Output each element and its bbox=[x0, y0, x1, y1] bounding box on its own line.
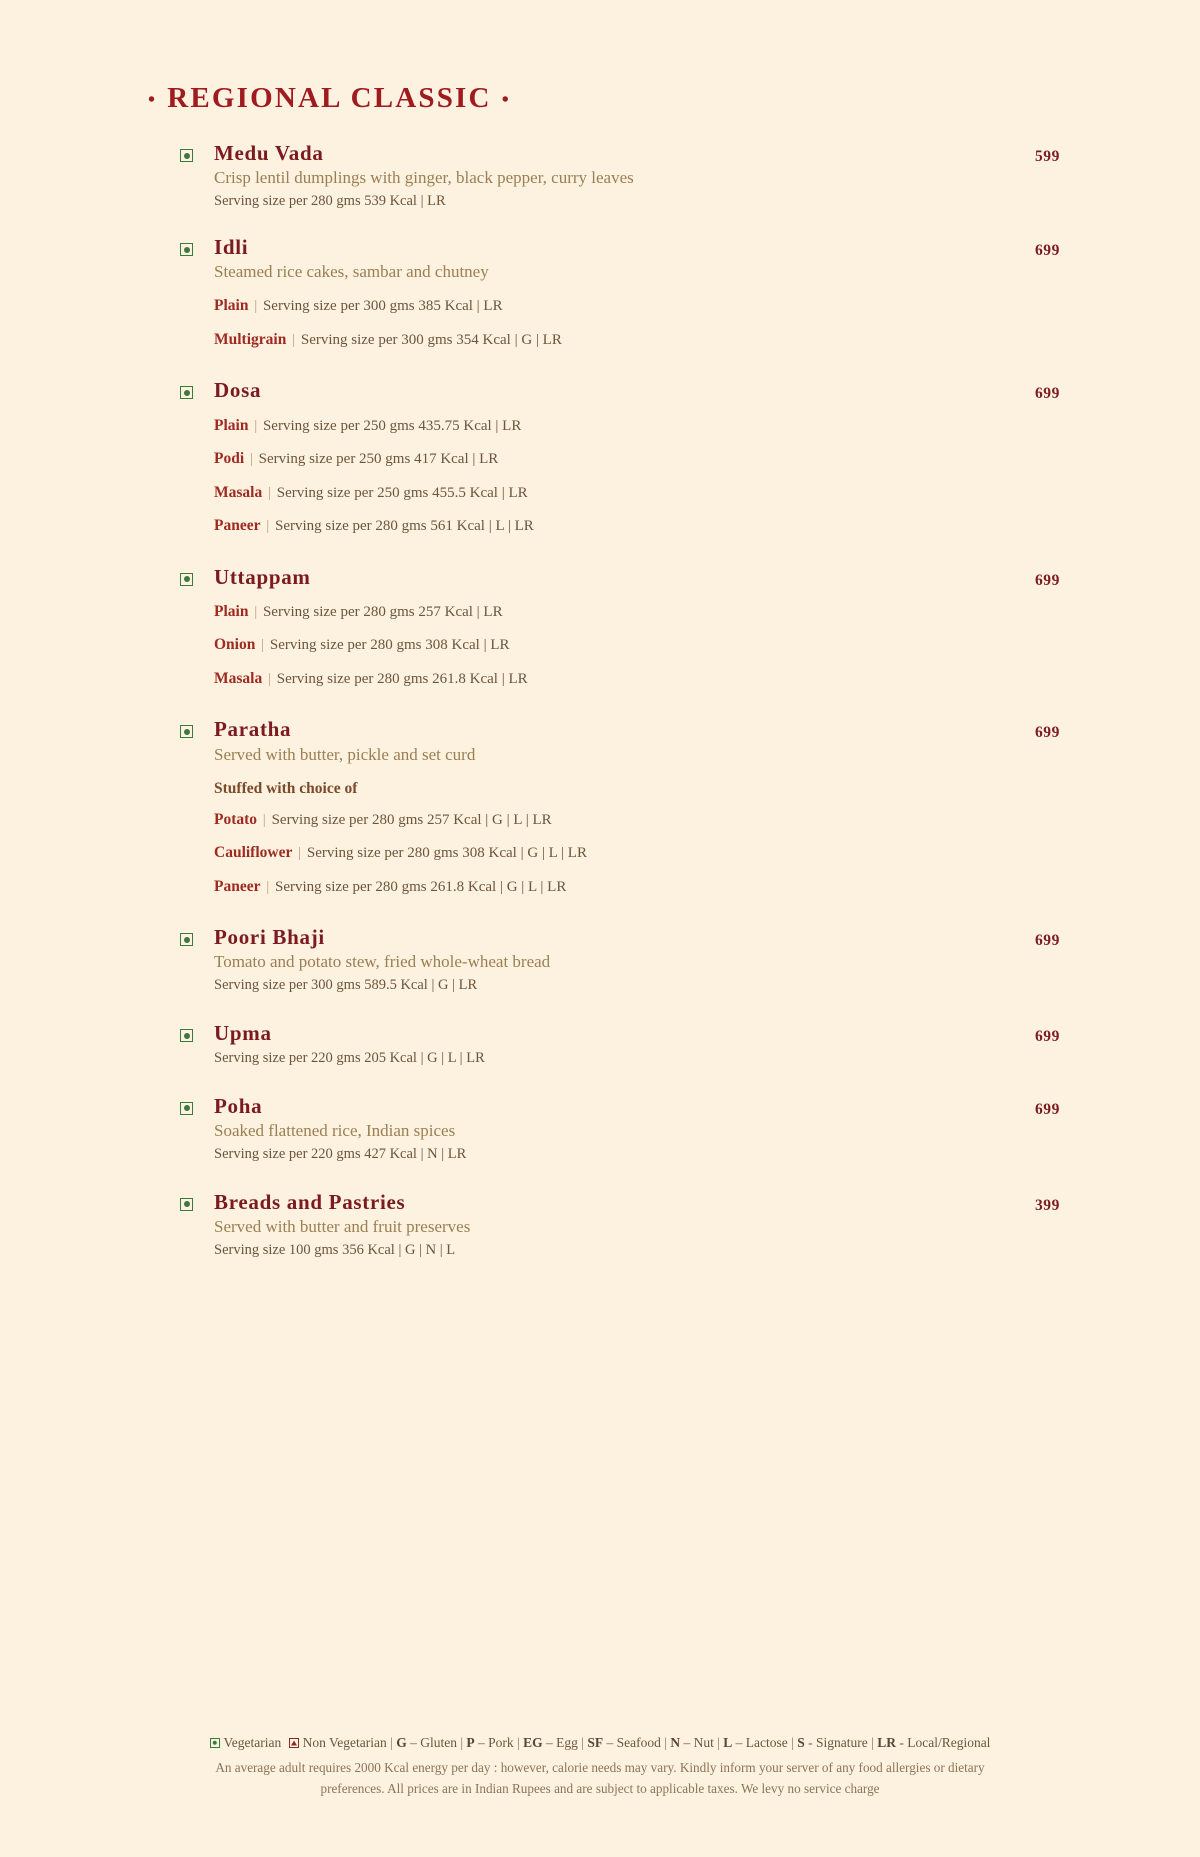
non-veg-icon bbox=[289, 1738, 299, 1748]
variant-name: Plain bbox=[214, 602, 249, 620]
variant-nutrition: Serving size per 280 gms 561 Kcal | L | LR bbox=[275, 518, 534, 535]
variant-name: Cauliflower bbox=[214, 844, 293, 862]
variant-name: Podi bbox=[214, 450, 245, 468]
veg-icon bbox=[180, 243, 193, 256]
legend-nonveg-label: Non Vegetarian bbox=[302, 1734, 387, 1750]
variant-nutrition: Serving size per 250 gms 417 Kcal | LR bbox=[258, 451, 499, 468]
item-nutrition: Serving size per 280 gms 539 Kcal | LR bbox=[214, 193, 446, 210]
legend-code-label: - Signature bbox=[808, 1734, 868, 1750]
menu-item bbox=[180, 716, 1060, 898]
veg-icon bbox=[180, 386, 193, 399]
variant-nutrition: Serving size per 250 gms 455.5 Kcal | LR bbox=[276, 484, 528, 501]
variant-nutrition: Serving size per 300 gms 354 Kcal | G | LR bbox=[300, 331, 562, 348]
item-name: Paratha bbox=[214, 717, 292, 742]
item-variant: Podi | Serving size per 250 gms 417 Kcal | LR bbox=[214, 450, 499, 468]
variant-name: Paneer bbox=[214, 877, 261, 895]
variant-nutrition: Serving size per 280 gms 308 Kcal | LR bbox=[269, 637, 510, 654]
item-variant: Plain | Serving size per 280 gms 257 Kcal | LR bbox=[214, 602, 503, 620]
variant-name: Masala bbox=[214, 483, 263, 501]
item-price: 699 bbox=[1034, 1100, 1060, 1118]
legend-code: SF bbox=[587, 1734, 604, 1750]
variant-name: Plain bbox=[214, 416, 249, 434]
item-name: Poha bbox=[214, 1093, 263, 1118]
item-description: Served with butter and fruit preserves bbox=[214, 1217, 471, 1236]
variant-name: Onion bbox=[214, 636, 256, 654]
disclaimer-line-2: preferences. All prices are in Indian Rupees and are subject to applicable taxes. We levy no service charge bbox=[320, 1780, 880, 1796]
menu-item bbox=[180, 564, 1060, 691]
menu-item bbox=[180, 140, 1060, 212]
variant-nutrition: Serving size per 280 gms 257 Kcal | G | L | LR bbox=[271, 811, 552, 828]
section-title-text: REGIONAL CLASSIC bbox=[167, 82, 492, 114]
variant-name: Masala bbox=[214, 669, 263, 687]
disclaimer bbox=[140, 1758, 1060, 1799]
variant-nutrition: Serving size per 280 gms 308 Kcal | G | L | LR bbox=[306, 845, 587, 862]
variant-nutrition: Serving size per 280 gms 261.8 Kcal | LR bbox=[276, 670, 528, 687]
item-nutrition: Serving size per 220 gms 427 Kcal | N | LR bbox=[214, 1145, 467, 1162]
item-variant: Plain | Serving size per 250 gms 435.75 Kcal | LR bbox=[214, 416, 522, 434]
item-name: Breads and Pastries bbox=[214, 1189, 406, 1214]
disclaimer-line-1: An average adult requires 2000 Kcal energy per day : however, calorie needs may vary. Kindly inform your server of any food allergies or dietary bbox=[215, 1760, 985, 1776]
variant-name: Paneer bbox=[214, 517, 261, 535]
legend-code: G bbox=[396, 1734, 407, 1750]
item-name: Idli bbox=[214, 235, 249, 260]
legend-code: P bbox=[466, 1734, 475, 1750]
item-price: 399 bbox=[1034, 1196, 1060, 1214]
item-name: Dosa bbox=[214, 378, 262, 403]
legend-code-label: – Egg bbox=[546, 1734, 578, 1750]
legend-code: N bbox=[670, 1734, 681, 1750]
item-description: Served with butter, pickle and set curd bbox=[214, 744, 476, 764]
item-price: 699 bbox=[1034, 571, 1060, 589]
item-price: 699 bbox=[1034, 385, 1060, 403]
veg-icon bbox=[180, 933, 193, 946]
bullet-right-icon: • bbox=[501, 88, 511, 111]
veg-icon bbox=[180, 1102, 193, 1115]
variant-nutrition: Serving size per 300 gms 385 Kcal | LR bbox=[262, 298, 503, 315]
item-name: Poori Bhaji bbox=[214, 925, 325, 950]
menu-item bbox=[180, 1189, 1060, 1261]
variant-name: Multigrain bbox=[214, 330, 287, 348]
legend-code-label: – Gluten bbox=[410, 1734, 457, 1750]
item-nutrition: Serving size per 300 gms 589.5 Kcal | G | LR bbox=[214, 977, 478, 994]
item-price: 599 bbox=[1034, 148, 1060, 165]
variant-nutrition: Serving size per 280 gms 261.8 Kcal | G | L | LR bbox=[275, 878, 567, 895]
item-variant: Cauliflower | Serving size per 280 gms 308 Kcal | G | L | LR bbox=[214, 844, 587, 862]
item-price: 699 bbox=[1034, 242, 1060, 260]
item-name: Upma bbox=[214, 1021, 272, 1046]
variant-nutrition: Serving size per 280 gms 257 Kcal | LR bbox=[262, 603, 503, 620]
item-description: Tomato and potato stew, fried whole-wheat bread bbox=[214, 952, 551, 972]
item-name: Medu Vada bbox=[214, 141, 324, 165]
item-variant: Potato | Serving size per 280 gms 257 Kcal | G | L | LR bbox=[214, 810, 552, 828]
legend-code: LR bbox=[877, 1734, 896, 1750]
bullet-left-icon: • bbox=[148, 88, 158, 111]
item-nutrition: Serving size 100 gms 356 Kcal | G | N | L bbox=[214, 1241, 456, 1258]
veg-icon bbox=[180, 573, 193, 586]
legend-code: L bbox=[723, 1734, 733, 1750]
veg-icon bbox=[180, 149, 193, 162]
item-nutrition: Serving size per 220 gms 205 Kcal | G | L | LR bbox=[214, 1049, 485, 1066]
legend-code-label: – Lactose bbox=[735, 1734, 788, 1750]
footer bbox=[140, 1732, 1060, 1800]
item-variant: Plain | Serving size per 300 gms 385 Kcal | LR bbox=[214, 297, 503, 315]
veg-icon bbox=[180, 1198, 193, 1211]
variant-nutrition: Serving size per 250 gms 435.75 Kcal | LR bbox=[262, 417, 522, 434]
legend-code-label: - Local/Regional bbox=[899, 1734, 991, 1750]
veg-icon bbox=[210, 1738, 220, 1748]
item-variant: Multigrain | Serving size per 300 gms 354 Kcal | G | LR bbox=[214, 330, 562, 348]
legend-veg-label: Vegetarian bbox=[223, 1734, 282, 1750]
variant-name: Plain bbox=[214, 297, 249, 315]
veg-icon bbox=[180, 1029, 193, 1042]
menu-item bbox=[180, 234, 1060, 351]
item-price: 699 bbox=[1034, 724, 1060, 742]
item-variant: Paneer | Serving size per 280 gms 561 Kcal | L | LR bbox=[214, 517, 534, 535]
item-description: Crisp lentil dumplings with ginger, black pepper, curry leaves bbox=[214, 168, 634, 188]
menu-item-list bbox=[180, 140, 1060, 1283]
legend-code-label: – Nut bbox=[683, 1734, 714, 1750]
item-price: 699 bbox=[1034, 932, 1060, 950]
item-description: Soaked flattened rice, Indian spices bbox=[214, 1120, 456, 1140]
legend: Vegetarian Non Vegetarian | G – Gluten | P – Pork | EG – Egg | SF – Seafood | N – Nut | L – Lactose | S - Signature | LR - Local/Regional bbox=[140, 1732, 1060, 1754]
item-description: Steamed rice cakes, sambar and chutney bbox=[214, 262, 489, 282]
legend-code: S bbox=[797, 1734, 805, 1750]
menu-item bbox=[180, 924, 1060, 996]
menu-item bbox=[180, 1020, 1060, 1068]
page-title bbox=[148, 82, 511, 115]
item-variant: Onion | Serving size per 280 gms 308 Kcal | LR bbox=[214, 636, 510, 654]
variant-name: Potato bbox=[214, 810, 258, 828]
menu-item bbox=[180, 1093, 1060, 1165]
stuffed-choice-label: Stuffed with choice of bbox=[214, 779, 358, 797]
item-variant: Masala | Serving size per 280 gms 261.8 Kcal | LR bbox=[214, 669, 528, 687]
item-variant: Masala | Serving size per 250 gms 455.5 Kcal | LR bbox=[214, 483, 528, 501]
menu-item bbox=[180, 377, 1060, 537]
legend-code-label: – Pork bbox=[478, 1734, 514, 1750]
legend-code: EG bbox=[523, 1734, 543, 1750]
item-variant: Paneer | Serving size per 280 gms 261.8 Kcal | G | L | LR bbox=[214, 877, 567, 895]
legend-code-label: – Seafood bbox=[606, 1734, 661, 1750]
veg-icon bbox=[180, 725, 193, 738]
item-price: 699 bbox=[1034, 1028, 1060, 1046]
item-name: Uttappam bbox=[214, 564, 311, 589]
